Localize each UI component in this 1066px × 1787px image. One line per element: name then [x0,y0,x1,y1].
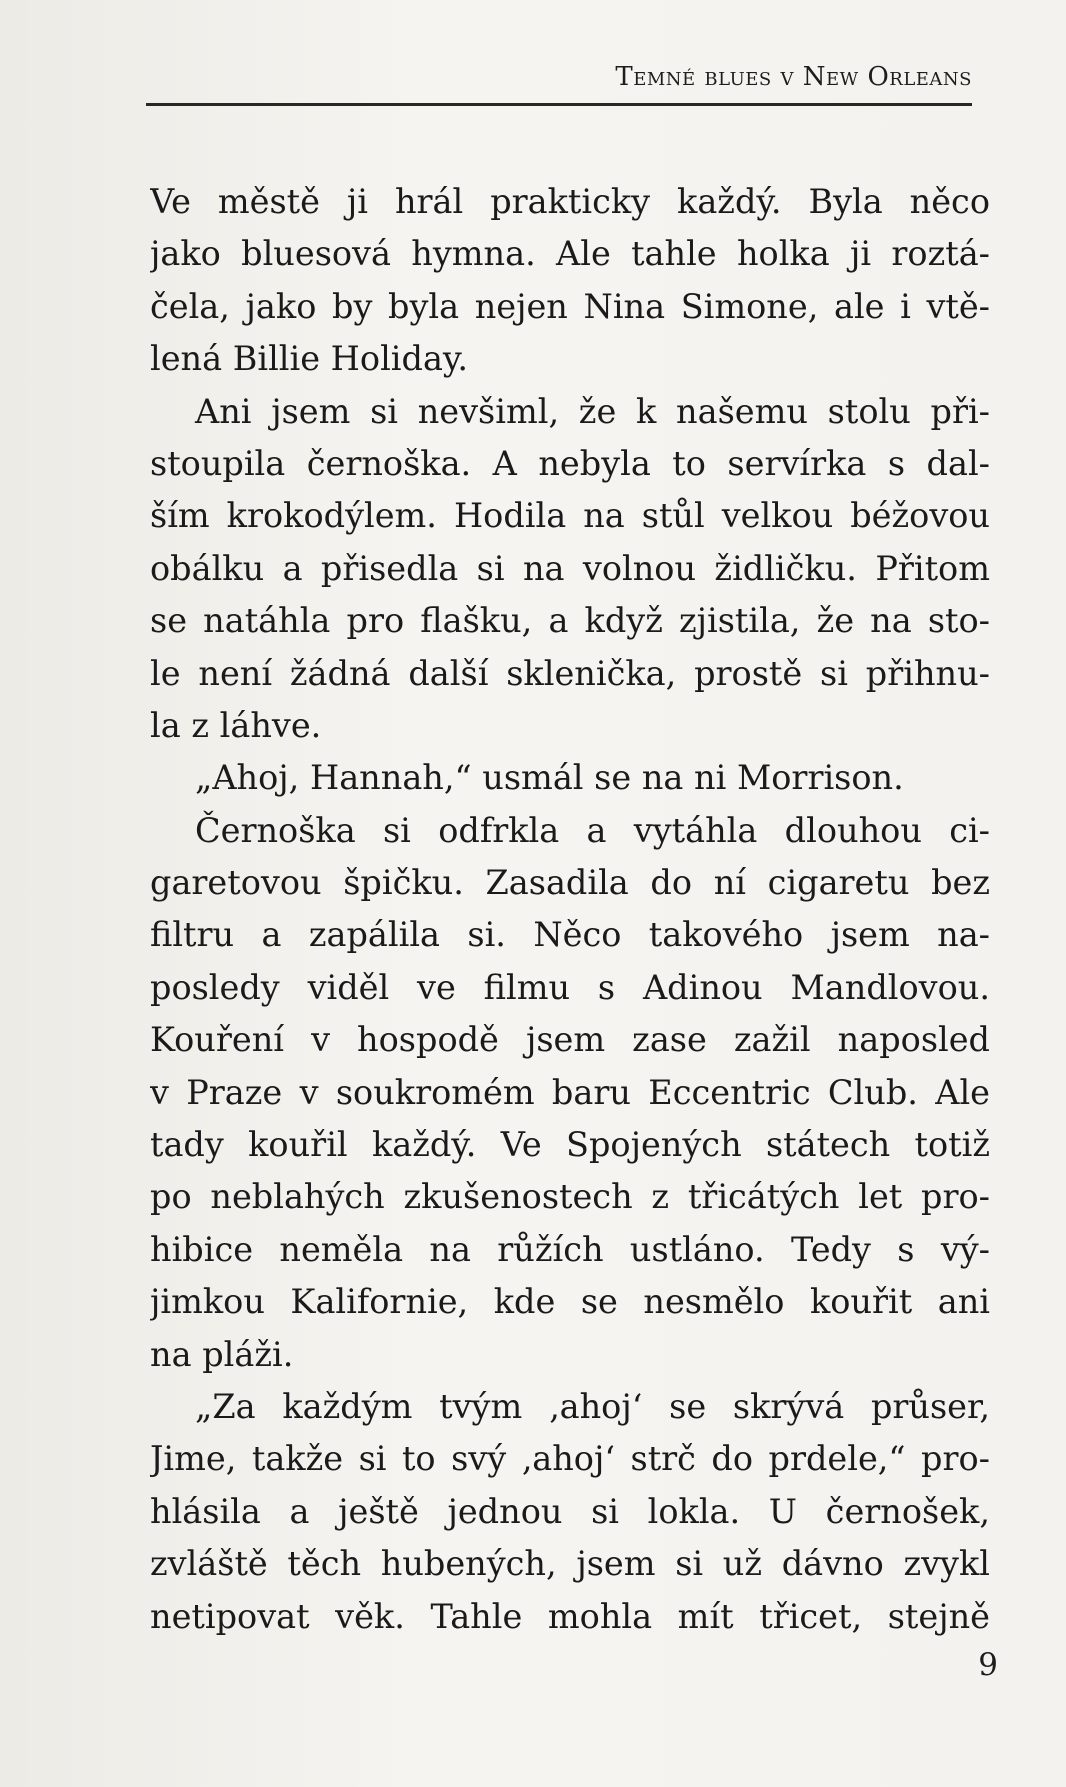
text-line: Černoška si odfrkla a vytáhla dlouhou ci- [195,810,990,850]
text-line: hlásila a ještě jednou si lokla. U černošek, [150,1491,990,1531]
text-line: Ve městě ji hrál prakticky každý. Byla něco [150,182,990,221]
body-text [150,176,990,1643]
text-line: ším krokodýlem. Hodila na stůl velkou béžovou [150,496,990,536]
text-line: la z láhve. [150,705,322,745]
text-line: čela, jako by byla nejen Nina Simone, ale i vtě- [150,286,990,326]
text-line: Jime, takže si to svý ‚ahoj‘ strč do prdele,“ pro- [150,1439,990,1479]
header-rule [146,103,972,106]
text-line: Ani jsem si nevšiml, že k našemu stolu při- [195,391,990,431]
text-line: na pláži. [150,1334,294,1374]
text-line: „Ahoj, Hannah,“ usmál se na ni Morrison. [195,758,904,798]
text-line: po neblahých zkušenostech z třicátých let pro- [150,1177,990,1217]
text-line: lená Billie Holiday. [150,339,469,379]
text-line: stoupila černoška. A nebyla to servírka s dal- [150,443,990,483]
text-line: v Praze v soukromém baru Eccentric Club. Ale [150,1072,990,1112]
text-line: se natáhla pro flašku, a když zjistila, že na sto- [150,601,990,641]
text-line: garetovou špičku. Zasadila do ní cigaretu bez [150,863,990,903]
text-line: le není žádná další sklenička, prostě si přihnu- [150,653,990,693]
text-line: posledy viděl ve filmu s Adinou Mandlovou. [150,967,990,1007]
page-number: 9 [978,1647,998,1683]
text-line: jako bluesová hymna. Ale tahle holka ji roztá- [150,234,990,274]
text-line: Kouření v hospodě jsem zase zažil naposled [150,1020,990,1060]
text-line: netipovat věk. Tahle mohla mít třicet, stejně [150,1596,990,1636]
text-line: tady kouřil každý. Ve Spojených státech totiž [150,1125,990,1165]
text-line: filtru a zapálila si. Něco takového jsem na- [150,915,990,955]
text-line: jimkou Kalifornie, kde se nesmělo kouřit ani [150,1282,990,1322]
text-line: obálku a přisedla si na volnou židličku. Přitom [150,548,990,588]
text-line: zvláště těch hubených, jsem si už dávno zvykl [150,1544,990,1584]
text-line: hibice neměla na růžích ustláno. Tedy s vý- [150,1229,990,1269]
text-line: „Za každým tvým ‚ahoj‘ se skrývá průser, [195,1386,990,1426]
running-head-title: Temné blues v New Orleans [615,62,972,92]
